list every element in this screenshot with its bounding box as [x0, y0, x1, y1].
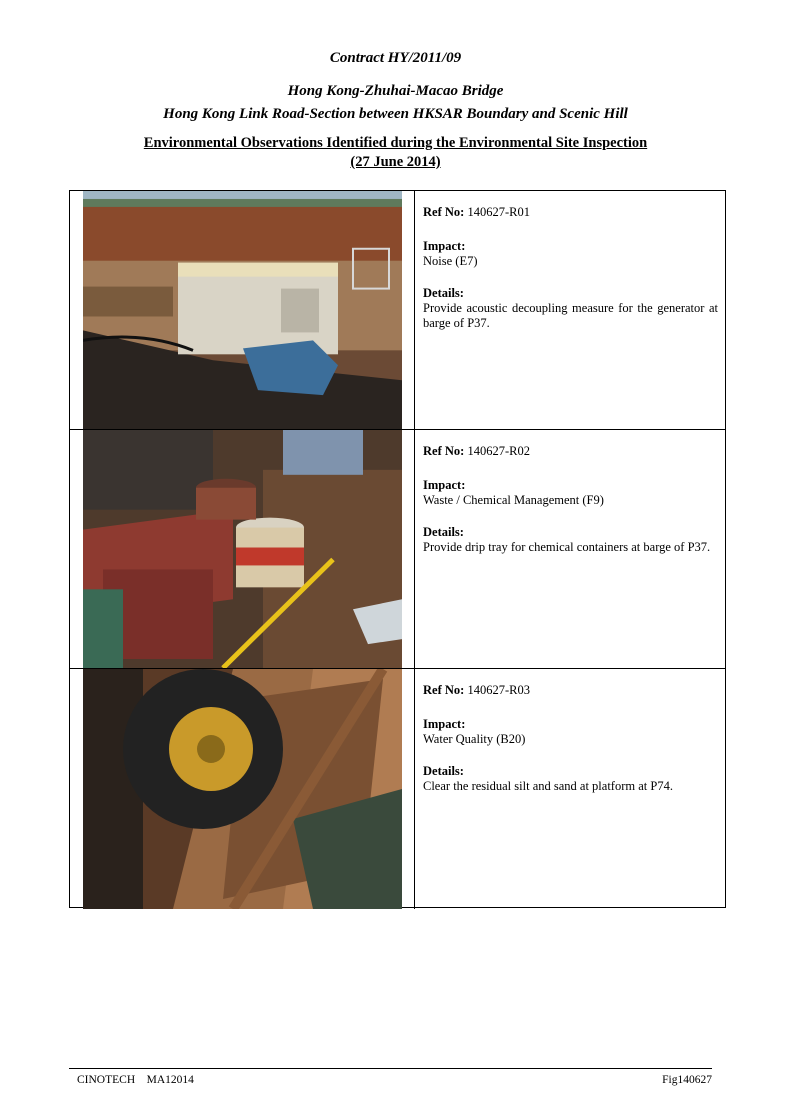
observation-details-cell	[415, 430, 725, 668]
contract-number: Contract HY/2011/09	[329, 50, 462, 66]
ref-number: 140627-R02	[467, 444, 530, 458]
ref-label: Ref No:	[423, 444, 465, 458]
footer-figure-number: Fig140627	[662, 1074, 712, 1086]
details-value: Provide drip tray for chemical containers at barge of P37.	[423, 540, 711, 554]
details-value: Clear the residual silt and sand at platform at P74.	[423, 779, 673, 793]
details-label: Details:	[423, 764, 464, 778]
ref-label: Ref No:	[423, 683, 465, 697]
ref-number: 140627-R03	[467, 683, 530, 697]
ref-line	[423, 205, 718, 220]
footer-divider	[69, 1068, 712, 1069]
impact-value: Noise (E7)	[423, 254, 478, 268]
inspection-date: (27 June 2014)	[350, 154, 441, 170]
details-label: Details:	[423, 525, 464, 539]
observation-row	[70, 191, 725, 430]
observation-row	[70, 430, 725, 669]
impact-label: Impact:	[423, 717, 466, 731]
platform-silt-photo	[83, 669, 402, 909]
document-title: Environmental Observations Identified during the Environmental Site Inspection	[143, 135, 648, 151]
observation-details-cell	[415, 669, 725, 909]
details-label: Details:	[423, 286, 464, 300]
ref-label: Ref No:	[423, 205, 465, 219]
photo-cell	[70, 430, 415, 668]
footer-company: CINOTECH MA12014	[77, 1074, 194, 1086]
ref-line	[423, 683, 718, 698]
project-section: Hong Kong Link Road-Section between HKSAR Boundary and Scenic Hill	[163, 106, 628, 122]
ref-line	[423, 444, 718, 459]
impact-value: Waste / Chemical Management (F9)	[423, 493, 604, 507]
photo-cell	[70, 191, 415, 429]
impact-label: Impact:	[423, 478, 466, 492]
impact-value: Water Quality (B20)	[423, 732, 526, 746]
chemical-containers-photo	[83, 430, 402, 668]
project-name: Hong Kong-Zhuhai-Macao Bridge	[287, 83, 504, 99]
observation-row	[70, 669, 725, 909]
impact-label: Impact:	[423, 239, 466, 253]
details-value: Provide acoustic decoupling measure for the generator at barge of P37.	[423, 301, 718, 330]
generator-on-barge-photo	[83, 191, 402, 429]
photo-cell	[70, 669, 415, 909]
observation-details-cell	[415, 191, 725, 429]
ref-number: 140627-R01	[467, 205, 530, 219]
observations-table	[69, 190, 726, 908]
